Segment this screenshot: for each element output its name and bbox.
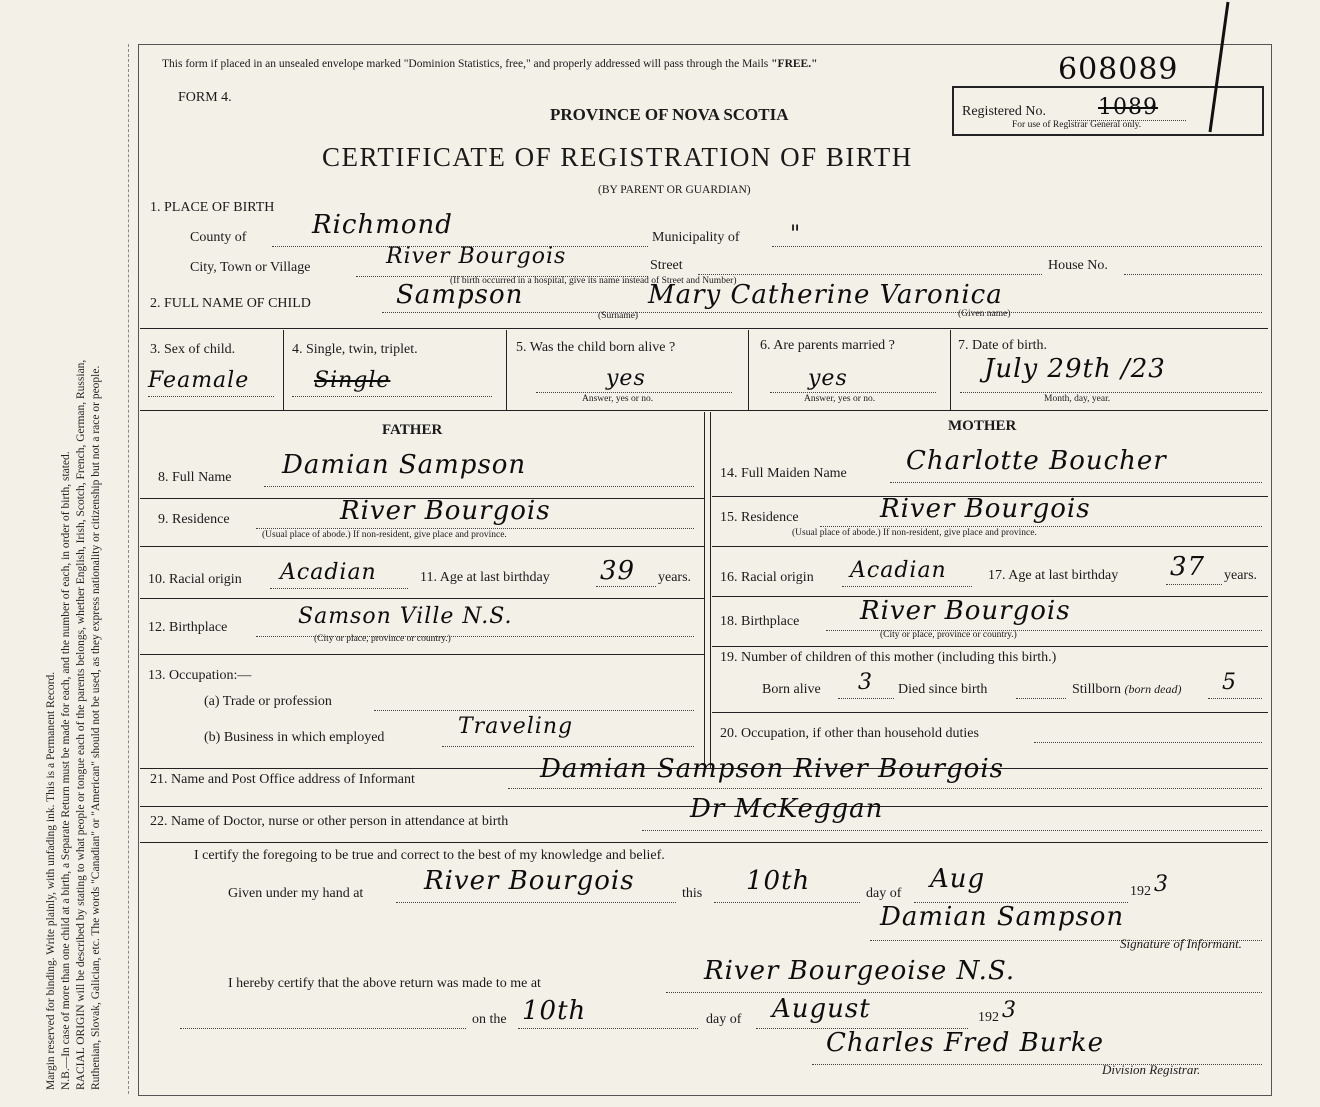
father-rule-4 bbox=[140, 654, 704, 655]
mother-racial-label: 16. Racial origin bbox=[720, 570, 814, 585]
registrar-day-line bbox=[518, 1028, 698, 1029]
mother-residence-line bbox=[820, 526, 1262, 527]
date-note: Month, day, year. bbox=[1044, 394, 1111, 404]
registrar-lead-line bbox=[180, 1028, 466, 1029]
hospital-note: (If birth occurred in a hospital, give its name instead of Street and Number) bbox=[450, 276, 737, 286]
pen-stroke-mark bbox=[1180, 0, 1240, 140]
date-label: 7. Date of birth. bbox=[958, 338, 1048, 353]
city-value: River Bourgois bbox=[386, 244, 567, 269]
vrule-1 bbox=[283, 330, 284, 410]
day-value: 10th bbox=[746, 866, 811, 896]
mother-occupation-label: 20. Occupation, if other than household duties bbox=[720, 726, 979, 741]
father-age-value: 39 bbox=[600, 556, 636, 586]
rule-5 bbox=[140, 842, 1268, 843]
registered-number: 1089 bbox=[1098, 95, 1158, 120]
twin-line bbox=[292, 396, 492, 397]
father-racial-line bbox=[270, 588, 408, 589]
father-birthplace-note: (City or place, province or country.) bbox=[314, 634, 451, 644]
business-label: (b) Business in which employed bbox=[204, 730, 385, 745]
registrar-day-value: 10th bbox=[522, 996, 587, 1026]
vrule-3 bbox=[748, 330, 749, 410]
father-age-label: 11. Age at last birthday bbox=[420, 570, 550, 585]
mother-age-line bbox=[1166, 584, 1222, 585]
certificate-title: CERTIFICATE OF REGISTRATION OF BIRTH bbox=[322, 142, 913, 172]
parents-divider-a bbox=[704, 412, 705, 768]
registrar-signature: Charles Fred Burke bbox=[826, 1028, 1105, 1058]
father-rule-3 bbox=[140, 598, 704, 599]
registered-label: Registered No. bbox=[962, 104, 1046, 119]
mother-name-value: Charlotte Boucher bbox=[906, 446, 1167, 476]
child-name-line bbox=[382, 312, 1262, 313]
mother-rule-5 bbox=[712, 712, 1268, 713]
given-name-note: (Given name) bbox=[958, 309, 1011, 319]
municipality-line bbox=[772, 246, 1262, 247]
form-number: FORM 4. bbox=[178, 90, 232, 105]
father-heading: FATHER bbox=[382, 422, 443, 438]
registrar-place-line bbox=[666, 992, 1262, 993]
mother-racial-value: Acadian bbox=[850, 558, 947, 583]
vrule-4 bbox=[950, 330, 951, 410]
municipality-value: " bbox=[790, 222, 802, 247]
alive-label: 5. Was the child born alive ? bbox=[516, 340, 676, 355]
mother-residence-label: 15. Residence bbox=[720, 510, 799, 525]
county-label: County of bbox=[190, 230, 247, 245]
father-name-line bbox=[264, 486, 694, 487]
vrule-2 bbox=[506, 330, 507, 410]
child-given-name: Mary Catherine Varonica bbox=[648, 280, 1003, 310]
registrar-month-value: August bbox=[772, 994, 871, 1024]
occupation-label: 13. Occupation:— bbox=[148, 668, 252, 683]
stillborn-note: (born dead) bbox=[1124, 682, 1182, 696]
rule-2 bbox=[140, 410, 1268, 411]
alive-answer-note: Answer, yes or no. bbox=[582, 394, 654, 404]
given-place-line bbox=[396, 902, 676, 903]
informant-line bbox=[508, 788, 1262, 789]
died-line bbox=[1016, 698, 1066, 699]
father-residence-line bbox=[256, 528, 694, 529]
mother-birthplace-note: (City or place, province or country.) bbox=[880, 630, 1017, 640]
margin-notes bbox=[44, 30, 104, 1090]
parents-divider-b bbox=[710, 412, 711, 768]
rule-1 bbox=[140, 328, 1268, 329]
place-heading: 1. PLACE OF BIRTH bbox=[150, 200, 275, 215]
doctor-line bbox=[642, 830, 1262, 831]
registrar-year-value: 3 bbox=[1002, 998, 1017, 1023]
this-label: this bbox=[682, 886, 703, 901]
stillborn-label-text: Stillborn bbox=[1072, 682, 1122, 697]
twin-value: Single bbox=[314, 368, 391, 393]
house-line bbox=[1124, 274, 1262, 275]
date-value: July 29th /23 bbox=[984, 354, 1166, 384]
city-label: City, Town or Village bbox=[190, 260, 311, 275]
born-alive-line bbox=[838, 698, 894, 699]
registrar-place-value: River Bourgeoise N.S. bbox=[704, 956, 1016, 986]
mother-racial-line bbox=[842, 586, 972, 587]
margin-note-line-2: N.B.—In case of more than one child at a birth, a Separate Return must be made for each, and the number of each, in order of birth, stated. bbox=[60, 451, 72, 1090]
died-label: Died since birth bbox=[898, 682, 988, 697]
child-name-label: 2. FULL NAME OF CHILD bbox=[150, 296, 311, 311]
father-age-line bbox=[596, 586, 656, 587]
division-registrar-caption: Division Registrar. bbox=[1102, 1062, 1201, 1077]
informant-value: Damian Sampson River Bourgois bbox=[540, 754, 1004, 784]
business-value: Traveling bbox=[458, 714, 574, 739]
street-line bbox=[698, 274, 1042, 275]
mother-age-label: 17. Age at last birthday bbox=[988, 568, 1119, 583]
surname-note: (Surname) bbox=[598, 311, 639, 321]
mother-heading: MOTHER bbox=[948, 418, 1017, 434]
children-label: 19. Number of children of this mother (including this birth.) bbox=[720, 650, 1057, 665]
year-value: 3 bbox=[1154, 872, 1169, 897]
twin-label: 4. Single, twin, triplet. bbox=[292, 342, 418, 357]
mother-name-label: 14. Full Maiden Name bbox=[720, 466, 847, 481]
registrar-year-prefix: 192 bbox=[978, 1010, 999, 1025]
certificate-subtitle: (BY PARENT OR GUARDIAN) bbox=[598, 184, 751, 196]
day-line bbox=[714, 902, 860, 903]
registrar-statement: I hereby certify that the above return was made to me at bbox=[228, 976, 541, 991]
given-place-value: River Bourgois bbox=[424, 866, 635, 896]
father-racial-label: 10. Racial origin bbox=[148, 572, 242, 587]
house-label: House No. bbox=[1048, 258, 1108, 273]
registrar-day-of-label: day of bbox=[706, 1012, 742, 1027]
father-rule-2 bbox=[140, 546, 704, 547]
mother-birthplace-value: River Bourgois bbox=[860, 596, 1071, 626]
father-age-unit: years. bbox=[658, 570, 692, 585]
mother-age-unit: years. bbox=[1224, 568, 1258, 583]
stillborn-line bbox=[1208, 698, 1262, 699]
month-value: Aug bbox=[930, 864, 986, 894]
married-answer-note: Answer, yes or no. bbox=[804, 394, 876, 404]
doctor-value: Dr McKeggan bbox=[690, 794, 884, 824]
municipality-label: Municipality of bbox=[652, 230, 740, 245]
informant-signature: Damian Sampson bbox=[880, 902, 1125, 932]
father-residence-value: River Bourgois bbox=[340, 496, 551, 526]
street-label: Street bbox=[650, 258, 683, 273]
sex-line bbox=[148, 396, 274, 397]
sex-value: Feamale bbox=[148, 368, 250, 393]
father-racial-value: Acadian bbox=[280, 560, 377, 585]
trade-label: (a) Trade or profession bbox=[204, 694, 332, 709]
doctor-label: 22. Name of Doctor, nurse or other person in attendance at birth bbox=[150, 814, 509, 829]
certify-statement: I certify the foregoing to be true and correct to the best of my knowledge and belief. bbox=[194, 848, 665, 863]
province-title: PROVINCE OF NOVA SCOTIA bbox=[550, 105, 789, 124]
mother-name-line bbox=[890, 482, 1262, 483]
hand-number: 608089 bbox=[1058, 52, 1179, 87]
married-value: yes bbox=[808, 366, 848, 391]
date-line bbox=[960, 392, 1262, 393]
father-birthplace-label: 12. Birthplace bbox=[148, 620, 228, 635]
mother-residence-note: (Usual place of abode.) If non-resident, give place and province. bbox=[792, 528, 1037, 538]
stillborn-value: 5 bbox=[1222, 670, 1237, 695]
child-surname: Sampson bbox=[396, 280, 524, 310]
year-prefix: 192 bbox=[1130, 884, 1151, 899]
on-the-label: on the bbox=[472, 1012, 507, 1027]
margin-note-line-4: Ruthenian, Slovak, Galician, etc. The words "Canadian" or "American" should not be used, as they express nationality or citizenship but not a race or people. bbox=[90, 365, 102, 1090]
mail-note: This form if placed in an unsealed envelope marked "Dominion Statistics, free," and properly addressed will pass through the Mails "FREE." bbox=[162, 58, 818, 70]
father-name-label: 8. Full Name bbox=[158, 470, 232, 485]
day-of-label: day of bbox=[866, 886, 902, 901]
county-value: Richmond bbox=[312, 210, 453, 240]
business-line bbox=[442, 746, 694, 747]
margin-note-line-3: RACIAL ORIGIN will be described by stating to what people or tongue each of the parents belongs, whether English, Irish, Scotch, French, German, Russian, bbox=[75, 359, 87, 1090]
margin-note-line-1: Margin reserved for binding. Write plainly, with unfading ink. This is a Permanent Record. bbox=[45, 671, 57, 1090]
sex-label: 3. Sex of child. bbox=[150, 342, 236, 357]
registrar-note: For use of Registrar General only. bbox=[1012, 120, 1142, 130]
mother-residence-value: River Bourgois bbox=[880, 494, 1091, 524]
married-line bbox=[770, 392, 936, 393]
mother-occupation-line bbox=[1034, 742, 1262, 743]
father-name-value: Damian Sampson bbox=[282, 450, 527, 480]
given-label: Given under my hand at bbox=[228, 886, 364, 901]
binding-line bbox=[128, 44, 129, 1094]
born-alive-label: Born alive bbox=[762, 682, 821, 697]
father-birthplace-value: Samson Ville N.S. bbox=[298, 604, 513, 629]
stillborn-label bbox=[1072, 682, 1182, 698]
father-residence-label: 9. Residence bbox=[158, 512, 230, 527]
signature-caption: Signature of Informant. bbox=[1120, 936, 1242, 951]
mother-rule-2 bbox=[712, 546, 1268, 547]
alive-value: yes bbox=[606, 366, 646, 391]
mother-rule-4 bbox=[712, 646, 1268, 647]
trade-line bbox=[374, 710, 694, 711]
born-alive-value: 3 bbox=[858, 670, 873, 695]
mother-birthplace-label: 18. Birthplace bbox=[720, 614, 800, 629]
alive-line bbox=[536, 392, 732, 393]
informant-label: 21. Name and Post Office address of Informant bbox=[150, 772, 415, 787]
father-residence-note: (Usual place of abode.) If non-resident, give place and province. bbox=[262, 530, 507, 540]
mother-age-value: 37 bbox=[1170, 552, 1206, 582]
married-label: 6. Are parents married ? bbox=[760, 338, 895, 353]
